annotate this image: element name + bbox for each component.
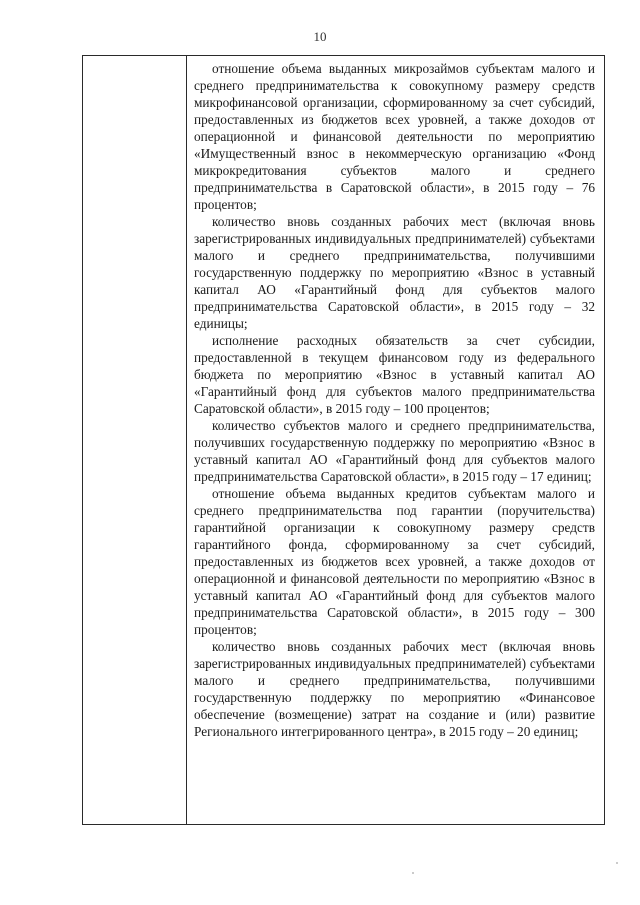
column-divider xyxy=(186,56,187,824)
paragraph-expenditure-execution: исполнение расходных обязательств за счет субсидии, предоставленной в текущем финансовом году из федерального бюджета по мероприятию «Взнос в уставный капитал АО «Гарантийный фонд для субъектов малого предпринимательства Саратовской области», в 2015 году – 100 процентов; xyxy=(194,333,595,416)
scan-speck xyxy=(616,862,618,864)
paragraph-credits-ratio: отношение объема выданных кредитов субъектам малого и среднего предпринимательства под гарантии (поручительства) гарантийной организации к совокупному размеру средств гарантийного фонда, сформированному за счет субсидий, предоставленных из бюджетов всех уровней, а также доходов от операционной и финансовой деятельности по мероприятию «Взнос в уставный капитал АО «Гарантийный фонд для субъектов малого предпринимательства Саратовской области», в 2015 году – 300 процентов; xyxy=(194,486,595,637)
indicators-cell xyxy=(194,60,595,740)
paragraph-microloans-ratio: отношение объема выданных микрозаймов субъектам малого и среднего предпринимательства к совокупному размеру средств микрофинансовой организации, сформированному за счет субсидий, предоставленных из бюджетов всех уровней, а также доходов от операционной и финансовой деятельности по мероприятию «Имущественный взнос в некоммерческую организацию «Фонд микрокредитования субъектов малого и среднего предпринимательства в Саратовской области», в 2015 году – 76 процентов; xyxy=(194,61,595,212)
page-number: 10 xyxy=(313,29,327,44)
paragraph-jobs-integrated-center: количество вновь созданных рабочих мест (включая вновь зарегистрированных индивидуальных предпринимателей) субъектами малого и среднего предпринимательства, получившими государственную поддержку по мероприятию «Финансовое обеспечение (возмещение) затрат на создание и (или) развитие Регионального интегрированного центра», в 2015 году – 20 единиц; xyxy=(194,639,595,739)
paragraph-supported-smes-count: количество субъектов малого и среднего предпринимательства, получивших государственную поддержку по мероприятию «Взнос в уставный капитал АО «Гарантийный фонд для субъектов малого предпринимательства Саратовской области», в 2015 году – 17 единиц; xyxy=(194,418,595,484)
paragraph-jobs-guarantee-fund: количество вновь созданных рабочих мест (включая вновь зарегистрированных индивидуальных предпринимателей) субъектами малого и среднего предпринимательства, получившими государственную поддержку по мероприятию «Взнос в уставный капитал АО «Гарантийный фонд для субъектов малого предпринимательства Саратовской области», в 2015 году – 32 единицы; xyxy=(194,214,595,331)
document-table xyxy=(82,55,605,825)
scan-speck xyxy=(412,872,414,874)
